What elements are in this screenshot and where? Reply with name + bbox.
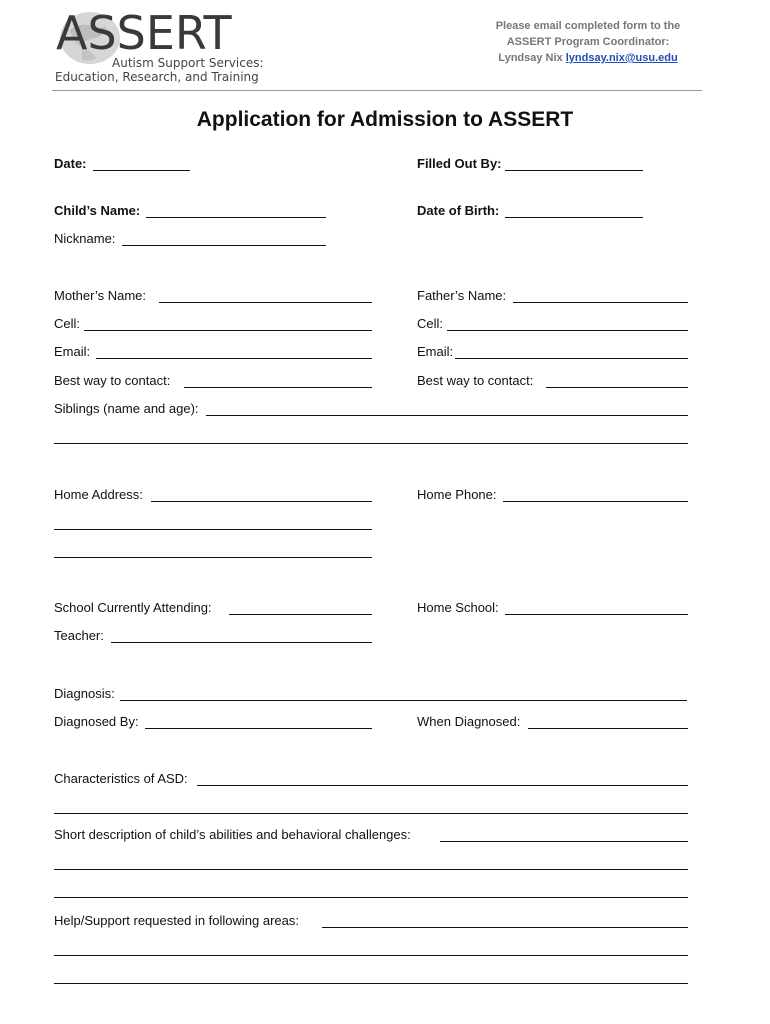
- abilities-label: Short description of child’s abilities and behavioral challenges:: [54, 827, 411, 842]
- school-label: School Currently Attending:: [54, 600, 212, 615]
- abilities-input-line-2[interactable]: [54, 869, 688, 870]
- diagnosis-input-line[interactable]: [120, 700, 687, 701]
- home-school-input-line[interactable]: [505, 614, 688, 615]
- diagnosed-by-label: Diagnosed By:: [54, 714, 139, 729]
- characteristics-label: Characteristics of ASD:: [54, 771, 188, 786]
- father-email-label: Email:: [417, 344, 454, 359]
- filled-out-by-label: Filled Out By:: [417, 156, 502, 171]
- when-diagnosed-input-line[interactable]: [528, 728, 688, 729]
- mothers-name-label: Mother’s Name:: [54, 288, 146, 303]
- mother-contact-input-line[interactable]: [184, 387, 372, 388]
- home-address-input-line-3[interactable]: [54, 557, 372, 558]
- filled-out-by-input-line[interactable]: [505, 170, 643, 171]
- father-contact-label: Best way to contact:: [417, 373, 534, 388]
- help-requested-input-line[interactable]: [322, 927, 688, 928]
- instructions-line1: Please email completed form to the: [495, 20, 681, 32]
- mother-email-input-line[interactable]: [96, 358, 372, 359]
- coordinator-name: Lyndsay Nix: [498, 52, 563, 64]
- mother-contact-label: Best way to contact:: [54, 373, 171, 388]
- fathers-name-input-line[interactable]: [513, 302, 688, 303]
- logo-tagline-line2: Education, Research, and Training: [55, 70, 259, 84]
- mother-cell-label: Cell:: [54, 316, 81, 331]
- father-email-input-line[interactable]: [455, 358, 688, 359]
- abilities-input-line[interactable]: [440, 841, 688, 842]
- logo-tagline-line1: Autism Support Services:: [112, 56, 264, 70]
- mother-cell-input-line[interactable]: [84, 330, 372, 331]
- characteristics-input-line-2[interactable]: [54, 813, 688, 814]
- instructions-contact: [470, 50, 706, 66]
- date-label: Date:: [54, 156, 87, 171]
- siblings-label: Siblings (name and age):: [54, 401, 199, 416]
- diagnosed-by-input-line[interactable]: [145, 728, 372, 729]
- home-address-label: Home Address:: [54, 487, 143, 502]
- home-school-label: Home School:: [417, 600, 499, 615]
- childs-name-input-line[interactable]: [146, 217, 326, 218]
- instructions-line2: ASSERT Program Coordinator:: [506, 36, 670, 48]
- when-diagnosed-label: When Diagnosed:: [417, 714, 521, 729]
- logo-wordmark: ASSERT: [56, 6, 232, 60]
- diagnosis-label: Diagnosis:: [54, 686, 115, 701]
- mother-email-label: Email:: [54, 344, 91, 359]
- nickname-label: Nickname:: [54, 231, 116, 246]
- date-of-birth-input-line[interactable]: [505, 217, 643, 218]
- childs-name-label: Child’s Name:: [54, 203, 141, 218]
- coordinator-email-link[interactable]: lyndsay.nix@usu.edu: [565, 52, 678, 64]
- home-address-input-line[interactable]: [151, 501, 372, 502]
- abilities-input-line-3[interactable]: [54, 897, 688, 898]
- home-address-input-line-2[interactable]: [54, 529, 372, 530]
- siblings-input-line-2[interactable]: [54, 443, 688, 444]
- help-requested-input-line-2[interactable]: [54, 955, 688, 956]
- characteristics-input-line[interactable]: [197, 785, 688, 786]
- teacher-label: Teacher:: [54, 628, 104, 643]
- siblings-input-line[interactable]: [206, 415, 688, 416]
- help-requested-label: Help/Support requested in following areas:: [54, 913, 299, 928]
- father-contact-input-line[interactable]: [546, 387, 688, 388]
- teacher-input-line[interactable]: [111, 642, 372, 643]
- fathers-name-label: Father’s Name:: [417, 288, 507, 303]
- date-of-birth-label: Date of Birth:: [417, 203, 500, 218]
- home-phone-input-line[interactable]: [503, 501, 688, 502]
- mothers-name-input-line[interactable]: [159, 302, 372, 303]
- home-phone-label: Home Phone:: [417, 487, 497, 502]
- submission-instructions: [470, 18, 706, 66]
- school-input-line[interactable]: [229, 614, 372, 615]
- father-cell-label: Cell:: [417, 316, 444, 331]
- form-title: Application for Admission to ASSERT: [196, 108, 574, 131]
- nickname-input-line[interactable]: [122, 245, 326, 246]
- header-divider: [52, 90, 702, 91]
- date-input-line[interactable]: [93, 170, 190, 171]
- help-requested-input-line-3[interactable]: [54, 983, 688, 984]
- father-cell-input-line[interactable]: [447, 330, 688, 331]
